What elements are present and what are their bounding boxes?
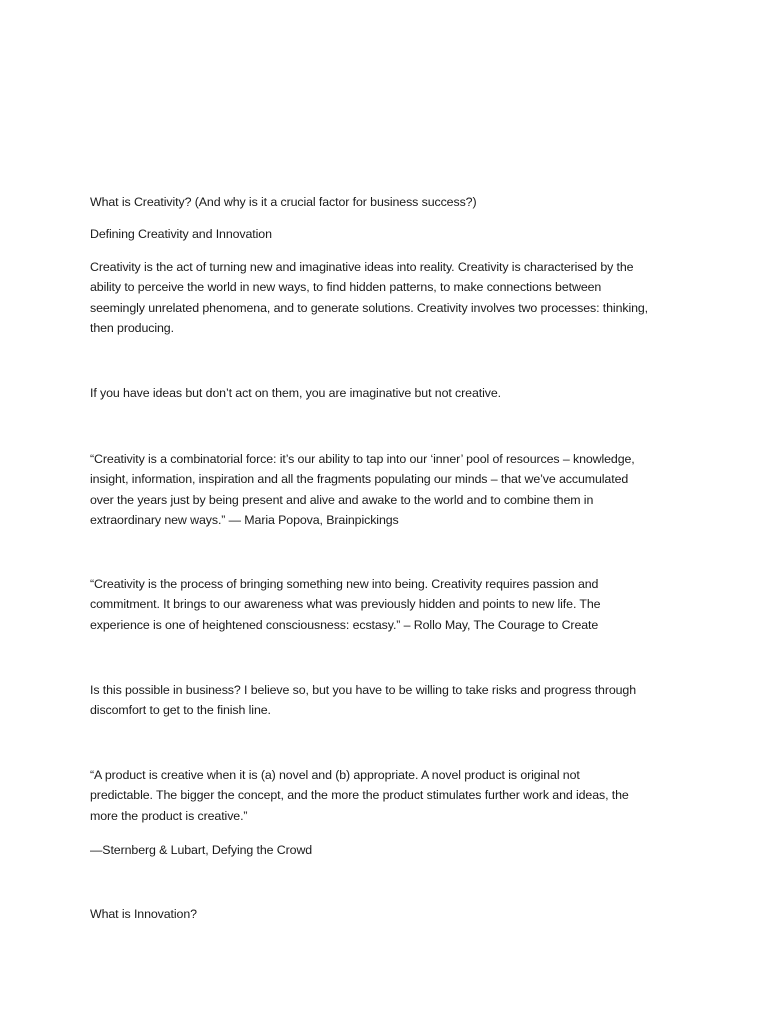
definition-paragraph: Creativity is the act of turning new and imaginative ideas into reality. Creativity is characterised by the ability to perceive the world in new ways, to find hidden patterns, to make connections between seemingly unrelated phenomena, and to generate solutions. Creativity involves two processes: thinking, then producing. [90,260,649,335]
sternberg-attribution: —Sternberg & Lubart, Defying the Crowd [90,843,313,857]
business-paragraph: Is this possible in business? I believe so, but you have to be willing to take risks and progress through discomfort to get to the finish line. [90,683,637,718]
section-heading-defining: Defining Creativity and Innovation [90,227,272,241]
section-heading-innovation: What is Innovation? [90,907,197,921]
popova-quote: “Creativity is a combinatorial force: it’s our ability to tap into our ‘inner’ pool of resources – knowledge, insight, information, inspiration and all the fragments populating our minds – that we’ve accumulated over the years just by being present and alive and awake to the world and to combine them in extraordinary new ways.” — Maria Popova, Brainpickings [90,452,635,527]
sternberg-quote: “A product is creative when it is (a) novel and (b) appropriate. A novel product is original not predictable. The bigger the concept, and the more the product stimulates further work and ideas, the more the product is creative.” [90,768,629,823]
document-title: What is Creativity? (And why is it a crucial factor for business success?) [90,195,477,209]
may-quote: “Creativity is the process of bringing something new into being. Creativity requires passion and commitment. It brings to our awareness what was previously hidden and points to new life. The experience is one of heightened consciousness: ecstasy.” – Rollo May, The Courage to Create [90,577,601,632]
imaginative-paragraph: If you have ideas but don’t act on them, you are imaginative but not creative. [90,386,501,400]
